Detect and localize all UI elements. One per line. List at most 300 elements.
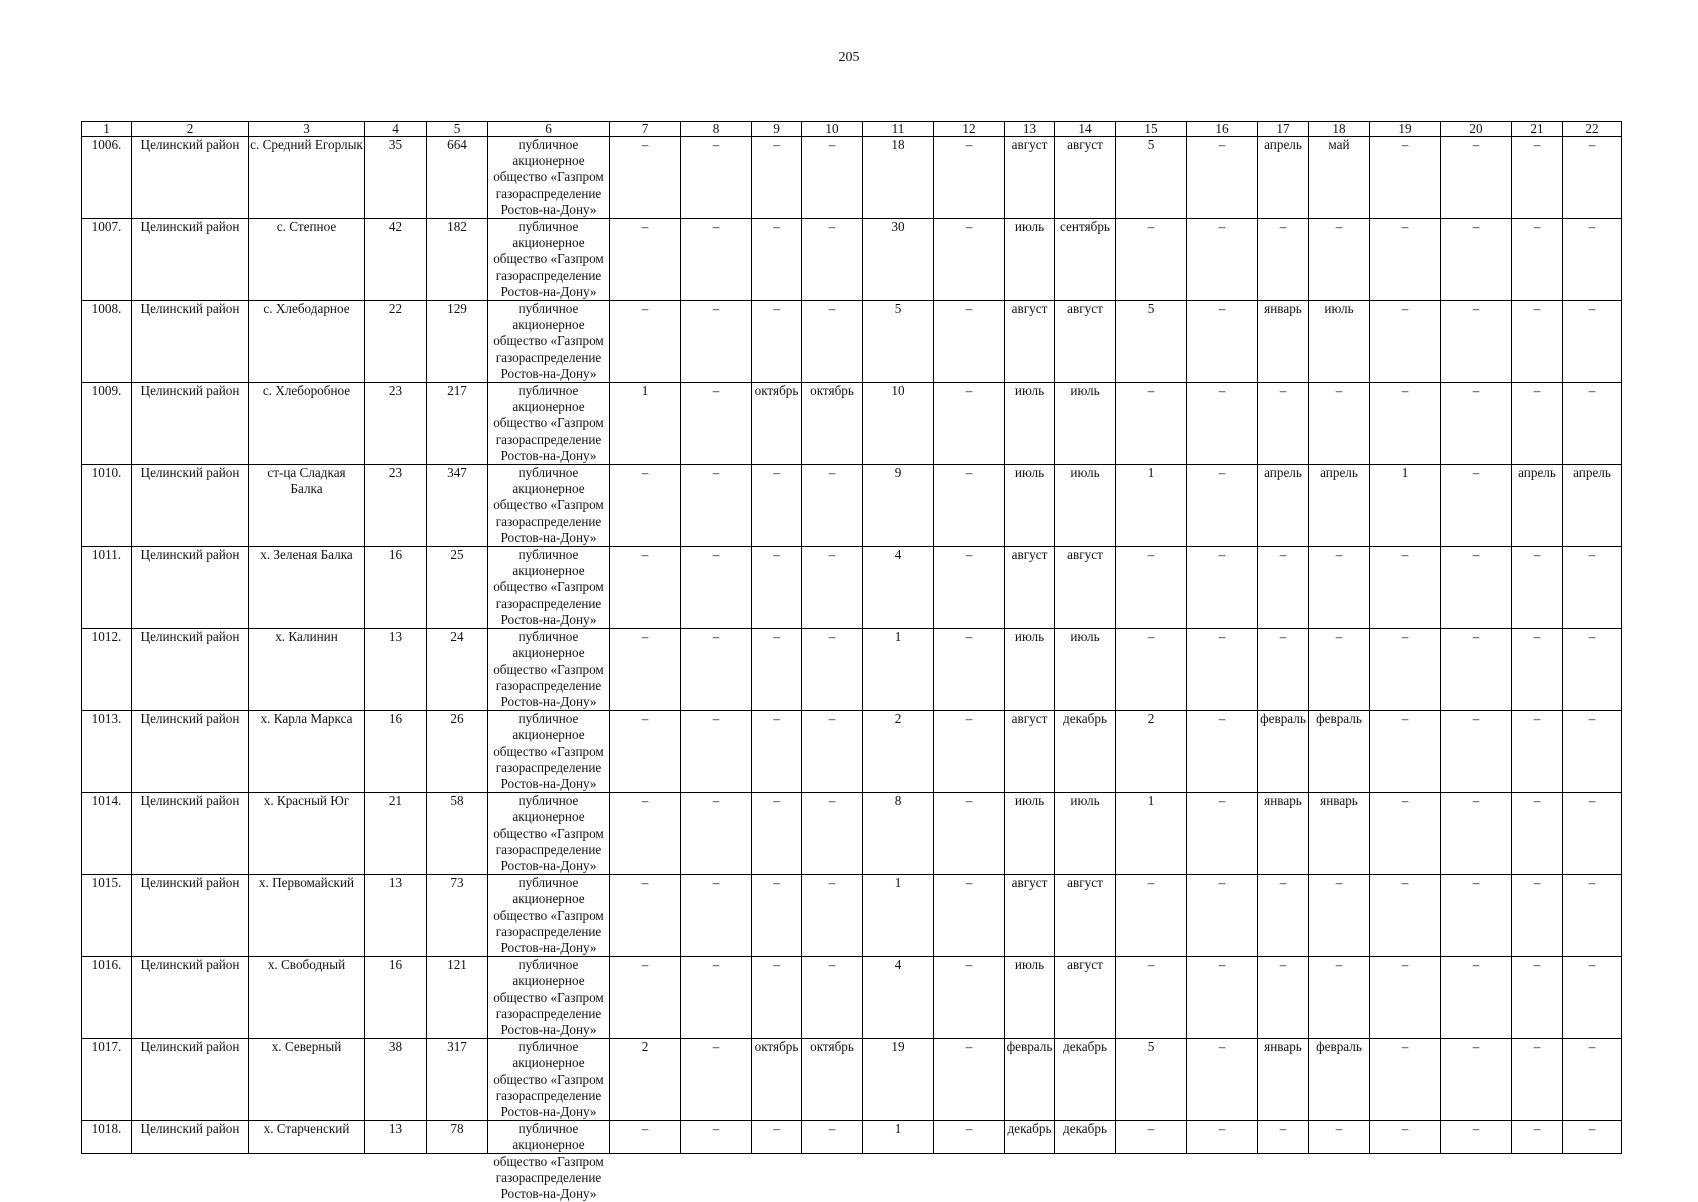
table-cell-col-10: – xyxy=(802,957,863,1039)
table-cell-col-13: июль xyxy=(1005,957,1055,1039)
table-cell-col-8: – xyxy=(681,219,752,301)
table-cell-col-22: – xyxy=(1563,383,1622,465)
table-cell-col-20: – xyxy=(1441,465,1512,547)
table-cell-col-8: – xyxy=(681,465,752,547)
column-number-19: 19 xyxy=(1370,122,1441,137)
table-cell-col-5: 78 xyxy=(427,1121,488,1154)
column-number-3: 3 xyxy=(249,122,365,137)
table-cell-col-17: – xyxy=(1258,875,1309,957)
table-cell-col-1: 1014. xyxy=(82,793,132,875)
table-cell-col-4: 22 xyxy=(365,301,427,383)
column-number-14: 14 xyxy=(1055,122,1116,137)
table-cell-col-16: – xyxy=(1187,875,1258,957)
table-cell-col-6: публичное акционерное общество «Газпром газораспределение Ростов-на-Дону» xyxy=(488,793,610,875)
table-cell-col-11: 9 xyxy=(863,465,934,547)
table-cell-col-5: 317 xyxy=(427,1039,488,1121)
table-cell-col-18: – xyxy=(1309,1121,1370,1154)
table-cell-col-17: – xyxy=(1258,383,1309,465)
table-cell-col-20: – xyxy=(1441,301,1512,383)
table-cell-col-20: – xyxy=(1441,383,1512,465)
table-cell-col-12: – xyxy=(934,875,1005,957)
table-cell-col-9: – xyxy=(752,711,802,793)
table-cell-col-8: – xyxy=(681,547,752,629)
table-cell-col-17: апрель xyxy=(1258,137,1309,219)
table-cell-col-10: – xyxy=(802,711,863,793)
table-cell-col-2: Целинский район xyxy=(132,219,249,301)
table-cell-col-20: – xyxy=(1441,711,1512,793)
table-cell-col-10: – xyxy=(802,301,863,383)
table-cell-col-16: – xyxy=(1187,137,1258,219)
table-cell-col-1: 1007. xyxy=(82,219,132,301)
table-cell-col-15: – xyxy=(1116,957,1187,1039)
table-cell-col-1: 1017. xyxy=(82,1039,132,1121)
table-cell-col-7: 2 xyxy=(610,1039,681,1121)
table-cell-col-8: – xyxy=(681,383,752,465)
table-cell-col-11: 18 xyxy=(863,137,934,219)
table-cell-col-9: – xyxy=(752,793,802,875)
table-cell-col-15: 5 xyxy=(1116,137,1187,219)
table-cell-col-21: – xyxy=(1512,1039,1563,1121)
table-cell-col-3: х. Калинин xyxy=(249,629,365,711)
table-row xyxy=(82,219,1622,301)
column-number-22: 22 xyxy=(1563,122,1622,137)
table-cell-col-22: – xyxy=(1563,547,1622,629)
table-cell-col-1: 1012. xyxy=(82,629,132,711)
table-cell-col-22: – xyxy=(1563,957,1622,1039)
table-cell-col-19: – xyxy=(1370,301,1441,383)
table-cell-col-10: – xyxy=(802,465,863,547)
table-cell-col-3: с. Степное xyxy=(249,219,365,301)
table-cell-col-16: – xyxy=(1187,219,1258,301)
table-cell-col-4: 35 xyxy=(365,137,427,219)
table-cell-col-16: – xyxy=(1187,1121,1258,1154)
table-cell-col-2: Целинский район xyxy=(132,137,249,219)
column-number-11: 11 xyxy=(863,122,934,137)
table-cell-col-6: публичное акционерное общество «Газпром газораспределение Ростов-на-Дону» xyxy=(488,465,610,547)
table-cell-col-16: – xyxy=(1187,301,1258,383)
page-number: 205 xyxy=(838,50,860,65)
table-cell-col-12: – xyxy=(934,137,1005,219)
table-cell-col-14: сентябрь xyxy=(1055,219,1116,301)
table-cell-col-17: – xyxy=(1258,219,1309,301)
table-cell-col-12: – xyxy=(934,465,1005,547)
table-cell-col-20: – xyxy=(1441,137,1512,219)
table-cell-col-22: – xyxy=(1563,793,1622,875)
column-number-17: 17 xyxy=(1258,122,1309,137)
table-cell-col-15: – xyxy=(1116,875,1187,957)
table-cell-col-18: май xyxy=(1309,137,1370,219)
table-cell-col-4: 42 xyxy=(365,219,427,301)
table-cell-col-3: х. Карла Маркса xyxy=(249,711,365,793)
table-cell-col-12: – xyxy=(934,711,1005,793)
table-cell-col-1: 1008. xyxy=(82,301,132,383)
table-cell-col-21: апрель xyxy=(1512,465,1563,547)
table-cell-col-12: – xyxy=(934,383,1005,465)
column-number-1: 1 xyxy=(82,122,132,137)
table-cell-col-14: декабрь xyxy=(1055,711,1116,793)
table-cell-col-3: с. Хлебодарное xyxy=(249,301,365,383)
table-cell-col-12: – xyxy=(934,793,1005,875)
table-cell-col-18: – xyxy=(1309,629,1370,711)
table-cell-col-7: – xyxy=(610,629,681,711)
table-cell-col-10: – xyxy=(802,219,863,301)
table-cell-col-22: – xyxy=(1563,137,1622,219)
table-cell-col-9: – xyxy=(752,219,802,301)
table-cell-col-21: – xyxy=(1512,875,1563,957)
table-cell-col-5: 73 xyxy=(427,875,488,957)
table-cell-col-17: январь xyxy=(1258,1039,1309,1121)
table-row xyxy=(82,465,1622,547)
table-cell-col-12: – xyxy=(934,547,1005,629)
table-cell-col-13: июль xyxy=(1005,793,1055,875)
table-cell-col-5: 26 xyxy=(427,711,488,793)
table-cell-col-17: – xyxy=(1258,1121,1309,1154)
table-cell-col-14: декабрь xyxy=(1055,1121,1116,1154)
table-cell-col-10: – xyxy=(802,793,863,875)
table-cell-col-5: 217 xyxy=(427,383,488,465)
table-cell-col-14: июль xyxy=(1055,465,1116,547)
table-cell-col-7: – xyxy=(610,957,681,1039)
table-cell-col-19: – xyxy=(1370,1039,1441,1121)
table-cell-col-19: – xyxy=(1370,383,1441,465)
table-cell-col-9: октябрь xyxy=(752,1039,802,1121)
table-cell-col-6: публичное акционерное общество «Газпром газораспределение Ростов-на-Дону» xyxy=(488,301,610,383)
table-row xyxy=(82,875,1622,957)
table-row xyxy=(82,1121,1622,1154)
table-cell-col-6: публичное акционерное общество «Газпром газораспределение Ростов-на-Дону» xyxy=(488,711,610,793)
table-cell-col-19: – xyxy=(1370,793,1441,875)
table-cell-col-1: 1009. xyxy=(82,383,132,465)
table-cell-col-5: 129 xyxy=(427,301,488,383)
table-cell-col-20: – xyxy=(1441,629,1512,711)
table-cell-col-22: – xyxy=(1563,875,1622,957)
table-cell-col-12: – xyxy=(934,301,1005,383)
table-cell-col-13: декабрь xyxy=(1005,1121,1055,1154)
table-cell-col-11: 1 xyxy=(863,629,934,711)
table-cell-col-13: июль xyxy=(1005,219,1055,301)
table-cell-col-21: – xyxy=(1512,137,1563,219)
table-cell-col-1: 1013. xyxy=(82,711,132,793)
table-cell-col-17: – xyxy=(1258,629,1309,711)
table-cell-col-19: – xyxy=(1370,137,1441,219)
table-cell-col-2: Целинский район xyxy=(132,465,249,547)
column-number-10: 10 xyxy=(802,122,863,137)
table-cell-col-5: 58 xyxy=(427,793,488,875)
table-cell-col-7: – xyxy=(610,1121,681,1154)
table-cell-col-10: – xyxy=(802,875,863,957)
table-cell-col-17: январь xyxy=(1258,301,1309,383)
table-cell-col-1: 1015. xyxy=(82,875,132,957)
column-number-9: 9 xyxy=(752,122,802,137)
table-cell-col-4: 16 xyxy=(365,957,427,1039)
table-cell-col-16: – xyxy=(1187,793,1258,875)
table-row xyxy=(82,1039,1622,1121)
table-cell-col-15: 5 xyxy=(1116,301,1187,383)
table-cell-col-3: х. Северный xyxy=(249,1039,365,1121)
table-cell-col-13: июль xyxy=(1005,629,1055,711)
table-cell-col-8: – xyxy=(681,875,752,957)
table-cell-col-15: 1 xyxy=(1116,793,1187,875)
table-cell-col-9: – xyxy=(752,629,802,711)
table-cell-col-18: – xyxy=(1309,219,1370,301)
table-cell-col-1: 1018. xyxy=(82,1121,132,1154)
table-row xyxy=(82,137,1622,219)
table-cell-col-14: август xyxy=(1055,547,1116,629)
table-cell-col-22: – xyxy=(1563,711,1622,793)
table-cell-col-19: – xyxy=(1370,875,1441,957)
table-cell-col-12: – xyxy=(934,957,1005,1039)
table-cell-col-17: – xyxy=(1258,957,1309,1039)
table-cell-col-14: август xyxy=(1055,957,1116,1039)
table-cell-col-14: июль xyxy=(1055,793,1116,875)
column-number-8: 8 xyxy=(681,122,752,137)
table-cell-col-6: публичное акционерное общество «Газпром газораспределение Ростов-на-Дону» xyxy=(488,219,610,301)
table-cell-col-11: 5 xyxy=(863,301,934,383)
table-cell-col-17: январь xyxy=(1258,793,1309,875)
table-cell-col-16: – xyxy=(1187,465,1258,547)
table-cell-col-8: – xyxy=(681,301,752,383)
table-cell-col-19: – xyxy=(1370,711,1441,793)
table-cell-col-12: – xyxy=(934,1039,1005,1121)
column-number-16: 16 xyxy=(1187,122,1258,137)
table-cell-text: публичное акционерное общество «Газпром газораспределение Ростов-на-Дону» xyxy=(493,1121,604,1201)
table-cell-col-21: – xyxy=(1512,793,1563,875)
table-cell-col-18: июль xyxy=(1309,301,1370,383)
table-cell-col-4: 13 xyxy=(365,629,427,711)
table-cell-col-6: публичное акционерное общество «Газпром газораспределение Ростов-на-Дону» xyxy=(488,383,610,465)
column-number-6: 6 xyxy=(488,122,610,137)
table-cell-col-1: 1016. xyxy=(82,957,132,1039)
table-cell-col-1: 1011. xyxy=(82,547,132,629)
table-cell-col-15: 2 xyxy=(1116,711,1187,793)
table-cell-col-14: август xyxy=(1055,875,1116,957)
column-number-2: 2 xyxy=(132,122,249,137)
table-cell-col-3: х. Красный Юг xyxy=(249,793,365,875)
table-cell-col-11: 30 xyxy=(863,219,934,301)
table-cell-col-12: – xyxy=(934,219,1005,301)
table-cell-col-16: – xyxy=(1187,383,1258,465)
table-cell-col-4: 13 xyxy=(365,875,427,957)
table-cell-col-10: октябрь xyxy=(802,383,863,465)
table-cell-col-6 xyxy=(488,1121,610,1201)
table-cell-col-8: – xyxy=(681,137,752,219)
table-cell-col-4: 13 xyxy=(365,1121,427,1154)
table-cell-col-18: апрель xyxy=(1309,465,1370,547)
table-cell-col-2: Целинский район xyxy=(132,629,249,711)
table-cell-col-21: – xyxy=(1512,547,1563,629)
table-cell-col-4: 23 xyxy=(365,465,427,547)
table-cell-col-21: – xyxy=(1512,219,1563,301)
table-cell-col-9: – xyxy=(752,957,802,1039)
table-cell-col-4: 16 xyxy=(365,711,427,793)
table-cell-col-3: с. Хлеборобное xyxy=(249,383,365,465)
column-number-18: 18 xyxy=(1309,122,1370,137)
table-cell-col-9: – xyxy=(752,301,802,383)
table-cell-col-6: публичное акционерное общество «Газпром газораспределение Ростов-на-Дону» xyxy=(488,547,610,629)
table-cell-col-13: июль xyxy=(1005,465,1055,547)
table-cell-col-18: – xyxy=(1309,957,1370,1039)
table-cell-col-21: – xyxy=(1512,629,1563,711)
table-cell-col-10: – xyxy=(802,547,863,629)
table-cell-col-10: – xyxy=(802,1121,863,1154)
table-cell-col-11: 19 xyxy=(863,1039,934,1121)
table-cell-col-19: – xyxy=(1370,957,1441,1039)
table-cell-col-18: февраль xyxy=(1309,1039,1370,1121)
table-cell-col-8: – xyxy=(681,711,752,793)
table-cell-col-7: – xyxy=(610,711,681,793)
table-cell-col-1: 1010. xyxy=(82,465,132,547)
table-cell-col-13: август xyxy=(1005,547,1055,629)
table-cell-col-3: х. Свободный xyxy=(249,957,365,1039)
table-cell-col-2: Целинский район xyxy=(132,793,249,875)
table-cell-col-9: – xyxy=(752,1121,802,1154)
table-cell-col-6: публичное акционерное общество «Газпром газораспределение Ростов-на-Дону» xyxy=(488,629,610,711)
table-cell-col-20: – xyxy=(1441,793,1512,875)
column-number-5: 5 xyxy=(427,122,488,137)
table-cell-col-17: февраль xyxy=(1258,711,1309,793)
table-cell-col-13: февраль xyxy=(1005,1039,1055,1121)
table-cell-col-18: – xyxy=(1309,383,1370,465)
table-cell-col-18: январь xyxy=(1309,793,1370,875)
table-cell-col-9: октябрь xyxy=(752,383,802,465)
table-cell-col-7: – xyxy=(610,793,681,875)
table-cell-col-22: – xyxy=(1563,219,1622,301)
table-cell-col-8: – xyxy=(681,1121,752,1154)
table-cell-col-13: август xyxy=(1005,711,1055,793)
column-number-20: 20 xyxy=(1441,122,1512,137)
table-row xyxy=(82,793,1622,875)
table-cell-col-11: 8 xyxy=(863,793,934,875)
table-cell-col-21: – xyxy=(1512,957,1563,1039)
table-cell-col-20: – xyxy=(1441,957,1512,1039)
table-cell-col-8: – xyxy=(681,1039,752,1121)
table-cell-col-7: – xyxy=(610,301,681,383)
table-cell-col-15: – xyxy=(1116,1121,1187,1154)
table-row xyxy=(82,383,1622,465)
table-cell-col-21: – xyxy=(1512,711,1563,793)
table-cell-col-6: публичное акционерное общество «Газпром газораспределение Ростов-на-Дону» xyxy=(488,137,610,219)
table-cell-col-6: публичное акционерное общество «Газпром газораспределение Ростов-на-Дону» xyxy=(488,1039,610,1121)
table-cell-col-5: 25 xyxy=(427,547,488,629)
table-cell-col-19: – xyxy=(1370,1121,1441,1154)
table-cell-col-16: – xyxy=(1187,629,1258,711)
table-cell-col-17: апрель xyxy=(1258,465,1309,547)
table-cell-col-22: – xyxy=(1563,301,1622,383)
table-cell-col-20: – xyxy=(1441,1121,1512,1154)
table-row xyxy=(82,629,1622,711)
table-cell-col-22: – xyxy=(1563,629,1622,711)
table-cell-col-3: х. Старченский xyxy=(249,1121,365,1154)
table-cell-col-21: – xyxy=(1512,1121,1563,1154)
table-cell-col-8: – xyxy=(681,793,752,875)
column-number-4: 4 xyxy=(365,122,427,137)
table-cell-col-20: – xyxy=(1441,219,1512,301)
table-cell-col-10: – xyxy=(802,137,863,219)
table-cell-col-15: – xyxy=(1116,547,1187,629)
table-cell-col-22: – xyxy=(1563,1121,1622,1154)
table-cell-col-2: Целинский район xyxy=(132,383,249,465)
table-cell-col-2: Целинский район xyxy=(132,1121,249,1154)
table-cell-col-5: 664 xyxy=(427,137,488,219)
table-cell-col-10: октябрь xyxy=(802,1039,863,1121)
table-cell-col-19: – xyxy=(1370,629,1441,711)
table-cell-col-7: – xyxy=(610,137,681,219)
table-cell-col-7: – xyxy=(610,875,681,957)
column-number-13: 13 xyxy=(1005,122,1055,137)
table-cell-col-13: август xyxy=(1005,301,1055,383)
table-cell-col-7: – xyxy=(610,465,681,547)
table-cell-col-16: – xyxy=(1187,547,1258,629)
table-cell-col-5: 182 xyxy=(427,219,488,301)
table-cell-col-20: – xyxy=(1441,547,1512,629)
table-cell-col-15: – xyxy=(1116,629,1187,711)
table-cell-col-8: – xyxy=(681,629,752,711)
table-cell-col-14: август xyxy=(1055,137,1116,219)
table-cell-col-11: 10 xyxy=(863,383,934,465)
table-cell-col-21: – xyxy=(1512,301,1563,383)
table-cell-col-18: – xyxy=(1309,547,1370,629)
table-cell-col-15: – xyxy=(1116,219,1187,301)
table-cell-col-17: – xyxy=(1258,547,1309,629)
table-cell-col-14: август xyxy=(1055,301,1116,383)
table-cell-col-16: – xyxy=(1187,1039,1258,1121)
table-cell-col-9: – xyxy=(752,547,802,629)
table-cell-col-20: – xyxy=(1441,875,1512,957)
table-cell-col-18: февраль xyxy=(1309,711,1370,793)
table-cell-col-3: ст-ца Сладкая Балка xyxy=(249,465,365,547)
table-cell-col-19: 1 xyxy=(1370,465,1441,547)
table-row xyxy=(82,301,1622,383)
table-cell-col-10: – xyxy=(802,629,863,711)
table-cell-col-8: – xyxy=(681,957,752,1039)
table-cell-col-9: – xyxy=(752,875,802,957)
table-cell-col-15: 1 xyxy=(1116,465,1187,547)
table-cell-col-20: – xyxy=(1441,1039,1512,1121)
table-cell-col-4: 16 xyxy=(365,547,427,629)
table-cell-col-11: 4 xyxy=(863,547,934,629)
table-cell-col-12: – xyxy=(934,1121,1005,1154)
table-cell-col-4: 21 xyxy=(365,793,427,875)
table-cell-col-2: Целинский район xyxy=(132,875,249,957)
table-cell-col-14: декабрь xyxy=(1055,1039,1116,1121)
table-cell-col-2: Целинский район xyxy=(132,957,249,1039)
table-cell-col-3: с. Средний Егорлык xyxy=(249,137,365,219)
table-row xyxy=(82,547,1622,629)
table-cell-col-13: август xyxy=(1005,137,1055,219)
table-cell-col-6: публичное акционерное общество «Газпром газораспределение Ростов-на-Дону» xyxy=(488,875,610,957)
table-row xyxy=(82,957,1622,1039)
table-cell-col-3: х. Первомайский xyxy=(249,875,365,957)
table-cell-col-15: – xyxy=(1116,383,1187,465)
table-cell-col-19: – xyxy=(1370,219,1441,301)
table-cell-col-11: 4 xyxy=(863,957,934,1039)
table-cell-col-9: – xyxy=(752,465,802,547)
table-cell-col-3: х. Зеленая Балка xyxy=(249,547,365,629)
table-cell-col-5: 347 xyxy=(427,465,488,547)
table-cell-col-7: – xyxy=(610,219,681,301)
table-cell-col-12: – xyxy=(934,629,1005,711)
table-row xyxy=(82,711,1622,793)
column-number-21: 21 xyxy=(1512,122,1563,137)
column-number-15: 15 xyxy=(1116,122,1187,137)
table-cell-col-4: 23 xyxy=(365,383,427,465)
column-number-12: 12 xyxy=(934,122,1005,137)
table-cell-col-22: – xyxy=(1563,1039,1622,1121)
table-cell-col-4: 38 xyxy=(365,1039,427,1121)
table-cell-col-18: – xyxy=(1309,875,1370,957)
table-cell-col-13: август xyxy=(1005,875,1055,957)
table-cell-col-2: Целинский район xyxy=(132,301,249,383)
